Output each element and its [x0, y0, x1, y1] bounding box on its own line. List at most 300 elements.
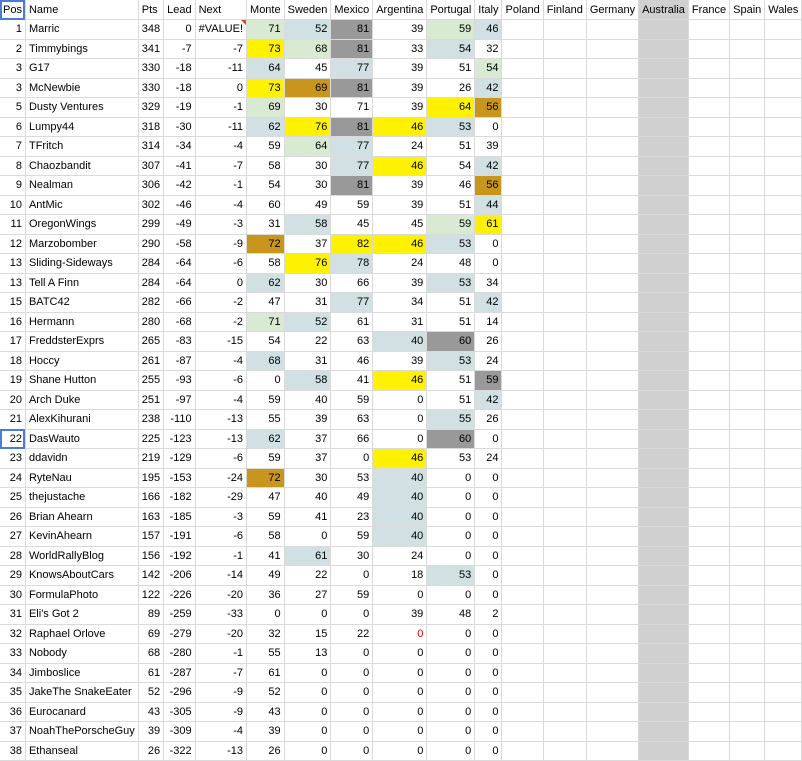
pts-cell[interactable]: 142 [138, 566, 163, 586]
next-cell[interactable]: -9 [195, 683, 246, 703]
name-cell[interactable]: KnowsAboutCars [25, 566, 138, 586]
empty-cell[interactable] [730, 20, 765, 40]
pos-cell[interactable]: 23 [0, 449, 25, 469]
empty-cell[interactable] [586, 234, 638, 254]
empty-cell[interactable] [765, 78, 802, 98]
lead-cell[interactable]: -110 [164, 410, 195, 430]
name-cell[interactable]: thejustache [25, 488, 138, 508]
empty-cell[interactable] [688, 546, 729, 566]
pos-cell[interactable]: 36 [0, 702, 25, 722]
score-cell[interactable]: 73 [247, 78, 285, 98]
empty-cell[interactable] [586, 702, 638, 722]
empty-cell[interactable] [543, 273, 586, 293]
pos-cell[interactable]: 21 [0, 410, 25, 430]
empty-cell[interactable] [765, 273, 802, 293]
empty-cell[interactable] [730, 507, 765, 527]
empty-cell[interactable] [639, 468, 689, 488]
pos-cell[interactable]: 13 [0, 273, 25, 293]
score-cell[interactable]: 60 [247, 195, 285, 215]
lead-cell[interactable]: -192 [164, 546, 195, 566]
lead-cell[interactable]: -93 [164, 371, 195, 391]
next-cell[interactable]: #VALUE! [195, 20, 246, 40]
empty-cell[interactable] [688, 215, 729, 235]
empty-cell[interactable] [502, 546, 543, 566]
score-cell[interactable]: 64 [247, 59, 285, 79]
empty-cell[interactable] [502, 468, 543, 488]
next-cell[interactable]: -1 [195, 644, 246, 664]
pts-cell[interactable]: 68 [138, 644, 163, 664]
empty-cell[interactable] [502, 605, 543, 625]
lead-cell[interactable]: -97 [164, 390, 195, 410]
lead-cell[interactable]: -296 [164, 683, 195, 703]
empty-cell[interactable] [543, 215, 586, 235]
empty-cell[interactable] [730, 176, 765, 196]
pts-cell[interactable]: 318 [138, 117, 163, 137]
pts-cell[interactable]: 43 [138, 702, 163, 722]
empty-cell[interactable] [765, 371, 802, 391]
empty-cell[interactable] [639, 137, 689, 157]
empty-cell[interactable] [502, 351, 543, 371]
pos-cell[interactable]: 6 [0, 117, 25, 137]
pos-cell[interactable]: 29 [0, 566, 25, 586]
score-cell[interactable]: 59 [427, 20, 475, 40]
empty-cell[interactable] [502, 312, 543, 332]
score-cell[interactable]: 49 [331, 488, 373, 508]
empty-cell[interactable] [502, 722, 543, 742]
empty-cell[interactable] [543, 371, 586, 391]
empty-cell[interactable] [543, 156, 586, 176]
header-sweden[interactable]: Sweden [284, 0, 331, 20]
score-cell[interactable]: 39 [284, 410, 331, 430]
empty-cell[interactable] [543, 390, 586, 410]
empty-cell[interactable] [639, 741, 689, 761]
score-cell[interactable]: 81 [331, 39, 373, 59]
pts-cell[interactable]: 166 [138, 488, 163, 508]
pos-cell[interactable]: 2 [0, 39, 25, 59]
score-cell[interactable]: 51 [427, 312, 475, 332]
score-cell[interactable]: 41 [247, 546, 285, 566]
name-cell[interactable]: Nealman [25, 176, 138, 196]
header-germany[interactable]: Germany [586, 0, 638, 20]
score-cell[interactable]: 77 [331, 59, 373, 79]
score-cell[interactable]: 59 [331, 585, 373, 605]
empty-cell[interactable] [765, 410, 802, 430]
score-cell[interactable]: 62 [247, 429, 285, 449]
empty-cell[interactable] [543, 137, 586, 157]
score-cell[interactable]: 0 [475, 234, 502, 254]
next-cell[interactable]: -13 [195, 410, 246, 430]
empty-cell[interactable] [688, 741, 729, 761]
lead-cell[interactable]: -279 [164, 624, 195, 644]
score-cell[interactable]: 24 [475, 449, 502, 469]
score-cell[interactable]: 58 [284, 215, 331, 235]
next-cell[interactable]: -1 [195, 546, 246, 566]
pos-cell[interactable]: 1 [0, 20, 25, 40]
next-cell[interactable]: -4 [195, 195, 246, 215]
pos-cell[interactable]: 13 [0, 254, 25, 274]
score-cell[interactable]: 31 [284, 293, 331, 313]
empty-cell[interactable] [502, 663, 543, 683]
empty-cell[interactable] [639, 644, 689, 664]
empty-cell[interactable] [765, 663, 802, 683]
score-cell[interactable]: 0 [247, 371, 285, 391]
pts-cell[interactable]: 330 [138, 59, 163, 79]
name-cell[interactable]: Ethanseal [25, 741, 138, 761]
pos-cell[interactable]: 26 [0, 507, 25, 527]
pos-cell[interactable]: 27 [0, 527, 25, 547]
score-cell[interactable]: 53 [331, 468, 373, 488]
empty-cell[interactable] [543, 39, 586, 59]
empty-cell[interactable] [765, 644, 802, 664]
pts-cell[interactable]: 69 [138, 624, 163, 644]
name-cell[interactable]: Raphael Orlove [25, 624, 138, 644]
empty-cell[interactable] [543, 78, 586, 98]
score-cell[interactable]: 26 [427, 78, 475, 98]
empty-cell[interactable] [688, 20, 729, 40]
empty-cell[interactable] [639, 176, 689, 196]
empty-cell[interactable] [765, 429, 802, 449]
next-cell[interactable]: -2 [195, 312, 246, 332]
score-cell[interactable]: 51 [427, 293, 475, 313]
lead-cell[interactable]: -182 [164, 488, 195, 508]
name-cell[interactable]: DasWauto [25, 429, 138, 449]
next-cell[interactable]: -4 [195, 137, 246, 157]
empty-cell[interactable] [639, 546, 689, 566]
pts-cell[interactable]: 290 [138, 234, 163, 254]
empty-cell[interactable] [543, 702, 586, 722]
name-cell[interactable]: Dusty Ventures [25, 98, 138, 118]
score-cell[interactable]: 39 [373, 20, 427, 40]
pos-cell[interactable]: 33 [0, 644, 25, 664]
score-cell[interactable]: 76 [284, 117, 331, 137]
score-cell[interactable]: 0 [373, 429, 427, 449]
lead-cell[interactable]: -206 [164, 566, 195, 586]
next-cell[interactable]: -2 [195, 293, 246, 313]
score-cell[interactable]: 71 [331, 98, 373, 118]
name-cell[interactable]: Timmybings [25, 39, 138, 59]
empty-cell[interactable] [543, 449, 586, 469]
score-cell[interactable]: 0 [284, 722, 331, 742]
score-cell[interactable]: 0 [427, 644, 475, 664]
pos-cell[interactable]: 12 [0, 234, 25, 254]
score-cell[interactable]: 49 [247, 566, 285, 586]
score-cell[interactable]: 27 [284, 585, 331, 605]
score-cell[interactable]: 39 [475, 137, 502, 157]
pts-cell[interactable]: 122 [138, 585, 163, 605]
lead-cell[interactable]: -46 [164, 195, 195, 215]
empty-cell[interactable] [502, 78, 543, 98]
lead-cell[interactable]: -58 [164, 234, 195, 254]
header-pos[interactable]: Pos [0, 0, 25, 20]
score-cell[interactable]: 46 [373, 371, 427, 391]
empty-cell[interactable] [502, 449, 543, 469]
empty-cell[interactable] [765, 234, 802, 254]
empty-cell[interactable] [543, 117, 586, 137]
name-cell[interactable]: Lumpy44 [25, 117, 138, 137]
score-cell[interactable]: 51 [427, 59, 475, 79]
score-cell[interactable]: 58 [247, 156, 285, 176]
empty-cell[interactable] [639, 527, 689, 547]
empty-cell[interactable] [639, 624, 689, 644]
empty-cell[interactable] [586, 683, 638, 703]
empty-cell[interactable] [688, 39, 729, 59]
score-cell[interactable]: 24 [475, 351, 502, 371]
empty-cell[interactable] [765, 624, 802, 644]
score-cell[interactable]: 40 [284, 390, 331, 410]
pts-cell[interactable]: 348 [138, 20, 163, 40]
empty-cell[interactable] [586, 410, 638, 430]
empty-cell[interactable] [730, 722, 765, 742]
score-cell[interactable]: 59 [331, 527, 373, 547]
score-cell[interactable]: 37 [284, 429, 331, 449]
score-cell[interactable]: 37 [284, 449, 331, 469]
score-cell[interactable]: 51 [427, 371, 475, 391]
header-lead[interactable]: Lead [164, 0, 195, 20]
empty-cell[interactable] [502, 293, 543, 313]
empty-cell[interactable] [639, 293, 689, 313]
score-cell[interactable]: 30 [331, 546, 373, 566]
empty-cell[interactable] [765, 332, 802, 352]
next-cell[interactable]: -4 [195, 722, 246, 742]
empty-cell[interactable] [765, 585, 802, 605]
empty-cell[interactable] [502, 488, 543, 508]
empty-cell[interactable] [730, 371, 765, 391]
next-cell[interactable]: -9 [195, 702, 246, 722]
score-cell[interactable]: 46 [373, 117, 427, 137]
empty-cell[interactable] [502, 410, 543, 430]
empty-cell[interactable] [765, 449, 802, 469]
name-cell[interactable]: Hoccy [25, 351, 138, 371]
empty-cell[interactable] [688, 605, 729, 625]
empty-cell[interactable] [765, 195, 802, 215]
empty-cell[interactable] [688, 351, 729, 371]
score-cell[interactable]: 81 [331, 78, 373, 98]
next-cell[interactable]: -4 [195, 351, 246, 371]
empty-cell[interactable] [765, 351, 802, 371]
score-cell[interactable]: 63 [331, 410, 373, 430]
empty-cell[interactable] [586, 176, 638, 196]
score-cell[interactable]: 30 [284, 273, 331, 293]
score-cell[interactable]: 59 [247, 390, 285, 410]
empty-cell[interactable] [586, 312, 638, 332]
score-cell[interactable]: 34 [373, 293, 427, 313]
score-cell[interactable]: 47 [247, 488, 285, 508]
empty-cell[interactable] [765, 507, 802, 527]
empty-cell[interactable] [730, 59, 765, 79]
lead-cell[interactable]: -191 [164, 527, 195, 547]
header-spain[interactable]: Spain [730, 0, 765, 20]
score-cell[interactable]: 26 [475, 332, 502, 352]
pts-cell[interactable]: 261 [138, 351, 163, 371]
score-cell[interactable]: 0 [373, 663, 427, 683]
score-cell[interactable]: 76 [284, 254, 331, 274]
empty-cell[interactable] [730, 215, 765, 235]
score-cell[interactable]: 0 [475, 624, 502, 644]
empty-cell[interactable] [730, 195, 765, 215]
score-cell[interactable]: 0 [427, 741, 475, 761]
empty-cell[interactable] [586, 371, 638, 391]
score-cell[interactable]: 31 [284, 351, 331, 371]
empty-cell[interactable] [543, 722, 586, 742]
empty-cell[interactable] [586, 59, 638, 79]
score-cell[interactable]: 43 [247, 702, 285, 722]
header-name[interactable]: Name [25, 0, 138, 20]
score-cell[interactable]: 41 [284, 507, 331, 527]
score-cell[interactable]: 54 [427, 39, 475, 59]
score-cell[interactable]: 45 [331, 215, 373, 235]
empty-cell[interactable] [502, 254, 543, 274]
empty-cell[interactable] [586, 137, 638, 157]
empty-cell[interactable] [688, 585, 729, 605]
empty-cell[interactable] [639, 566, 689, 586]
lead-cell[interactable]: -123 [164, 429, 195, 449]
empty-cell[interactable] [730, 390, 765, 410]
empty-cell[interactable] [688, 195, 729, 215]
score-cell[interactable]: 0 [427, 663, 475, 683]
empty-cell[interactable] [543, 527, 586, 547]
empty-cell[interactable] [730, 644, 765, 664]
pos-cell[interactable]: 9 [0, 176, 25, 196]
empty-cell[interactable] [688, 624, 729, 644]
empty-cell[interactable] [543, 605, 586, 625]
empty-cell[interactable] [639, 702, 689, 722]
score-cell[interactable]: 77 [331, 293, 373, 313]
next-cell[interactable]: -29 [195, 488, 246, 508]
empty-cell[interactable] [688, 156, 729, 176]
lead-cell[interactable]: -41 [164, 156, 195, 176]
pts-cell[interactable]: 314 [138, 137, 163, 157]
score-cell[interactable]: 24 [373, 254, 427, 274]
empty-cell[interactable] [502, 390, 543, 410]
name-cell[interactable]: Eurocanard [25, 702, 138, 722]
score-cell[interactable]: 46 [373, 156, 427, 176]
empty-cell[interactable] [730, 624, 765, 644]
score-cell[interactable]: 55 [247, 410, 285, 430]
empty-cell[interactable] [688, 78, 729, 98]
empty-cell[interactable] [765, 215, 802, 235]
score-cell[interactable]: 0 [427, 624, 475, 644]
lead-cell[interactable]: -305 [164, 702, 195, 722]
empty-cell[interactable] [543, 234, 586, 254]
empty-cell[interactable] [543, 663, 586, 683]
empty-cell[interactable] [502, 371, 543, 391]
score-cell[interactable]: 30 [284, 98, 331, 118]
score-cell[interactable]: 30 [284, 156, 331, 176]
next-cell[interactable]: -9 [195, 234, 246, 254]
score-cell[interactable]: 59 [331, 195, 373, 215]
lead-cell[interactable]: -18 [164, 78, 195, 98]
next-cell[interactable]: -1 [195, 98, 246, 118]
score-cell[interactable]: 31 [373, 312, 427, 332]
empty-cell[interactable] [639, 371, 689, 391]
empty-cell[interactable] [688, 234, 729, 254]
empty-cell[interactable] [765, 39, 802, 59]
pos-cell[interactable]: 20 [0, 390, 25, 410]
score-cell[interactable]: 0 [475, 741, 502, 761]
score-cell[interactable]: 53 [427, 351, 475, 371]
score-cell[interactable]: 78 [331, 254, 373, 274]
pts-cell[interactable]: 307 [138, 156, 163, 176]
empty-cell[interactable] [586, 488, 638, 508]
empty-cell[interactable] [639, 507, 689, 527]
empty-cell[interactable] [543, 293, 586, 313]
score-cell[interactable]: 0 [427, 468, 475, 488]
empty-cell[interactable] [688, 429, 729, 449]
empty-cell[interactable] [639, 585, 689, 605]
name-cell[interactable]: Chaozbandit [25, 156, 138, 176]
score-cell[interactable]: 0 [475, 702, 502, 722]
empty-cell[interactable] [586, 429, 638, 449]
empty-cell[interactable] [639, 332, 689, 352]
empty-cell[interactable] [502, 195, 543, 215]
pts-cell[interactable]: 251 [138, 390, 163, 410]
score-cell[interactable]: 0 [284, 527, 331, 547]
score-cell[interactable]: 0 [373, 702, 427, 722]
next-cell[interactable]: -6 [195, 527, 246, 547]
pos-cell[interactable]: 18 [0, 351, 25, 371]
next-cell[interactable]: -3 [195, 215, 246, 235]
empty-cell[interactable] [502, 59, 543, 79]
lead-cell[interactable]: -87 [164, 351, 195, 371]
next-cell[interactable]: 0 [195, 78, 246, 98]
score-cell[interactable]: 34 [475, 273, 502, 293]
empty-cell[interactable] [502, 741, 543, 761]
pts-cell[interactable]: 157 [138, 527, 163, 547]
empty-cell[interactable] [543, 98, 586, 118]
next-cell[interactable]: -13 [195, 429, 246, 449]
pos-cell[interactable]: 11 [0, 215, 25, 235]
pos-cell[interactable]: 17 [0, 332, 25, 352]
score-cell[interactable]: 40 [373, 468, 427, 488]
next-cell[interactable]: -14 [195, 566, 246, 586]
name-cell[interactable]: AlexKihurani [25, 410, 138, 430]
score-cell[interactable]: 0 [427, 683, 475, 703]
empty-cell[interactable] [639, 117, 689, 137]
score-cell[interactable]: 46 [373, 234, 427, 254]
score-cell[interactable]: 0 [373, 741, 427, 761]
empty-cell[interactable] [639, 215, 689, 235]
score-cell[interactable]: 55 [247, 644, 285, 664]
next-cell[interactable]: -7 [195, 156, 246, 176]
score-cell[interactable]: 42 [475, 156, 502, 176]
next-cell[interactable]: -24 [195, 468, 246, 488]
empty-cell[interactable] [730, 98, 765, 118]
empty-cell[interactable] [639, 273, 689, 293]
empty-cell[interactable] [586, 254, 638, 274]
empty-cell[interactable] [765, 683, 802, 703]
score-cell[interactable]: 45 [284, 59, 331, 79]
name-cell[interactable]: Brian Ahearn [25, 507, 138, 527]
empty-cell[interactable] [502, 156, 543, 176]
pts-cell[interactable]: 341 [138, 39, 163, 59]
header-france[interactable]: France [688, 0, 729, 20]
next-cell[interactable]: -11 [195, 117, 246, 137]
score-cell[interactable]: 59 [247, 137, 285, 157]
score-cell[interactable]: 0 [475, 488, 502, 508]
empty-cell[interactable] [688, 410, 729, 430]
empty-cell[interactable] [543, 429, 586, 449]
empty-cell[interactable] [586, 195, 638, 215]
pts-cell[interactable]: 306 [138, 176, 163, 196]
empty-cell[interactable] [639, 683, 689, 703]
lead-cell[interactable]: -287 [164, 663, 195, 683]
empty-cell[interactable] [586, 566, 638, 586]
empty-cell[interactable] [502, 273, 543, 293]
empty-cell[interactable] [688, 722, 729, 742]
empty-cell[interactable] [639, 20, 689, 40]
pts-cell[interactable]: 225 [138, 429, 163, 449]
score-cell[interactable]: 72 [247, 468, 285, 488]
